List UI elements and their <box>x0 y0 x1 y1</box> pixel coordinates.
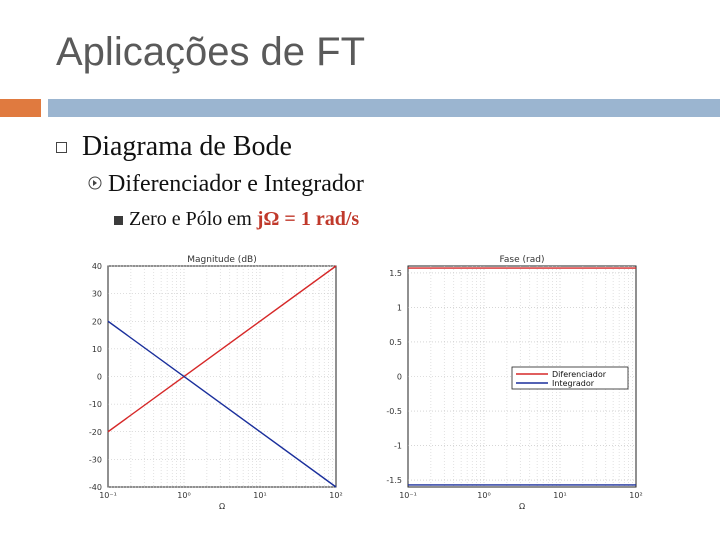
chart1-y-tick-label: -40 <box>88 483 102 492</box>
chart2-y-tick-label: 0.5 <box>389 337 402 347</box>
chart1-x-tick-label: 10⁻¹ <box>99 491 117 500</box>
chart1-x-tick-label: 10¹ <box>253 491 267 500</box>
chart2-title: Fase (rad) <box>499 255 545 265</box>
chart2-x-tick-label: 10¹ <box>553 491 567 500</box>
chart2-x-tick-label: 10⁻¹ <box>399 491 417 500</box>
chart1-y-tick-label: 20 <box>91 317 102 327</box>
chart1-y-tick-label: 30 <box>91 289 102 299</box>
chart1-y-tick-label: -10 <box>88 400 102 410</box>
chart2-x-axis-label: Ω <box>518 502 526 511</box>
chart1-y-tick-label: -20 <box>88 427 102 437</box>
chart1-y-tick-label: 0 <box>96 372 102 382</box>
bullet-level2: Diferenciador e Integrador <box>108 171 364 197</box>
chart2-y-tick-label: -1.5 <box>386 476 402 486</box>
chart2-y-tick-label: 0 <box>396 372 402 382</box>
chart1-title: Magnitude (dB) <box>187 255 257 265</box>
chart1-y-tick-label: 10 <box>91 344 102 354</box>
slide-title: Aplicações de FT <box>56 30 366 74</box>
bullet-level3-highlight: jΩ = 1 rad/s <box>256 208 360 230</box>
bullet-level1: Diagrama de Bode <box>82 131 292 162</box>
chart1-y-tick-label: 40 <box>91 262 102 271</box>
chart2-legend-label-1: Diferenciador <box>552 370 607 379</box>
chart1-x-tick-label: 10² <box>329 491 343 500</box>
chart2-y-tick-label: -0.5 <box>386 407 402 417</box>
bullet-level3-prefix: Zero e Pólo em <box>129 208 257 230</box>
chart2-y-tick-label: 1.5 <box>389 268 402 278</box>
chart2-legend-label-2: Integrador <box>552 379 595 388</box>
chart1-y-tick-label: -30 <box>88 455 102 465</box>
chart1-x-axis-label: Ω <box>218 502 226 511</box>
chart2-x-tick-label: 10² <box>629 491 643 500</box>
chart2-y-tick-label: 1 <box>396 303 402 313</box>
chart2-x-tick-label: 10⁰ <box>477 491 491 500</box>
chart1-x-tick-label: 10⁰ <box>177 491 191 500</box>
chart2-y-tick-label: -1 <box>394 441 402 451</box>
